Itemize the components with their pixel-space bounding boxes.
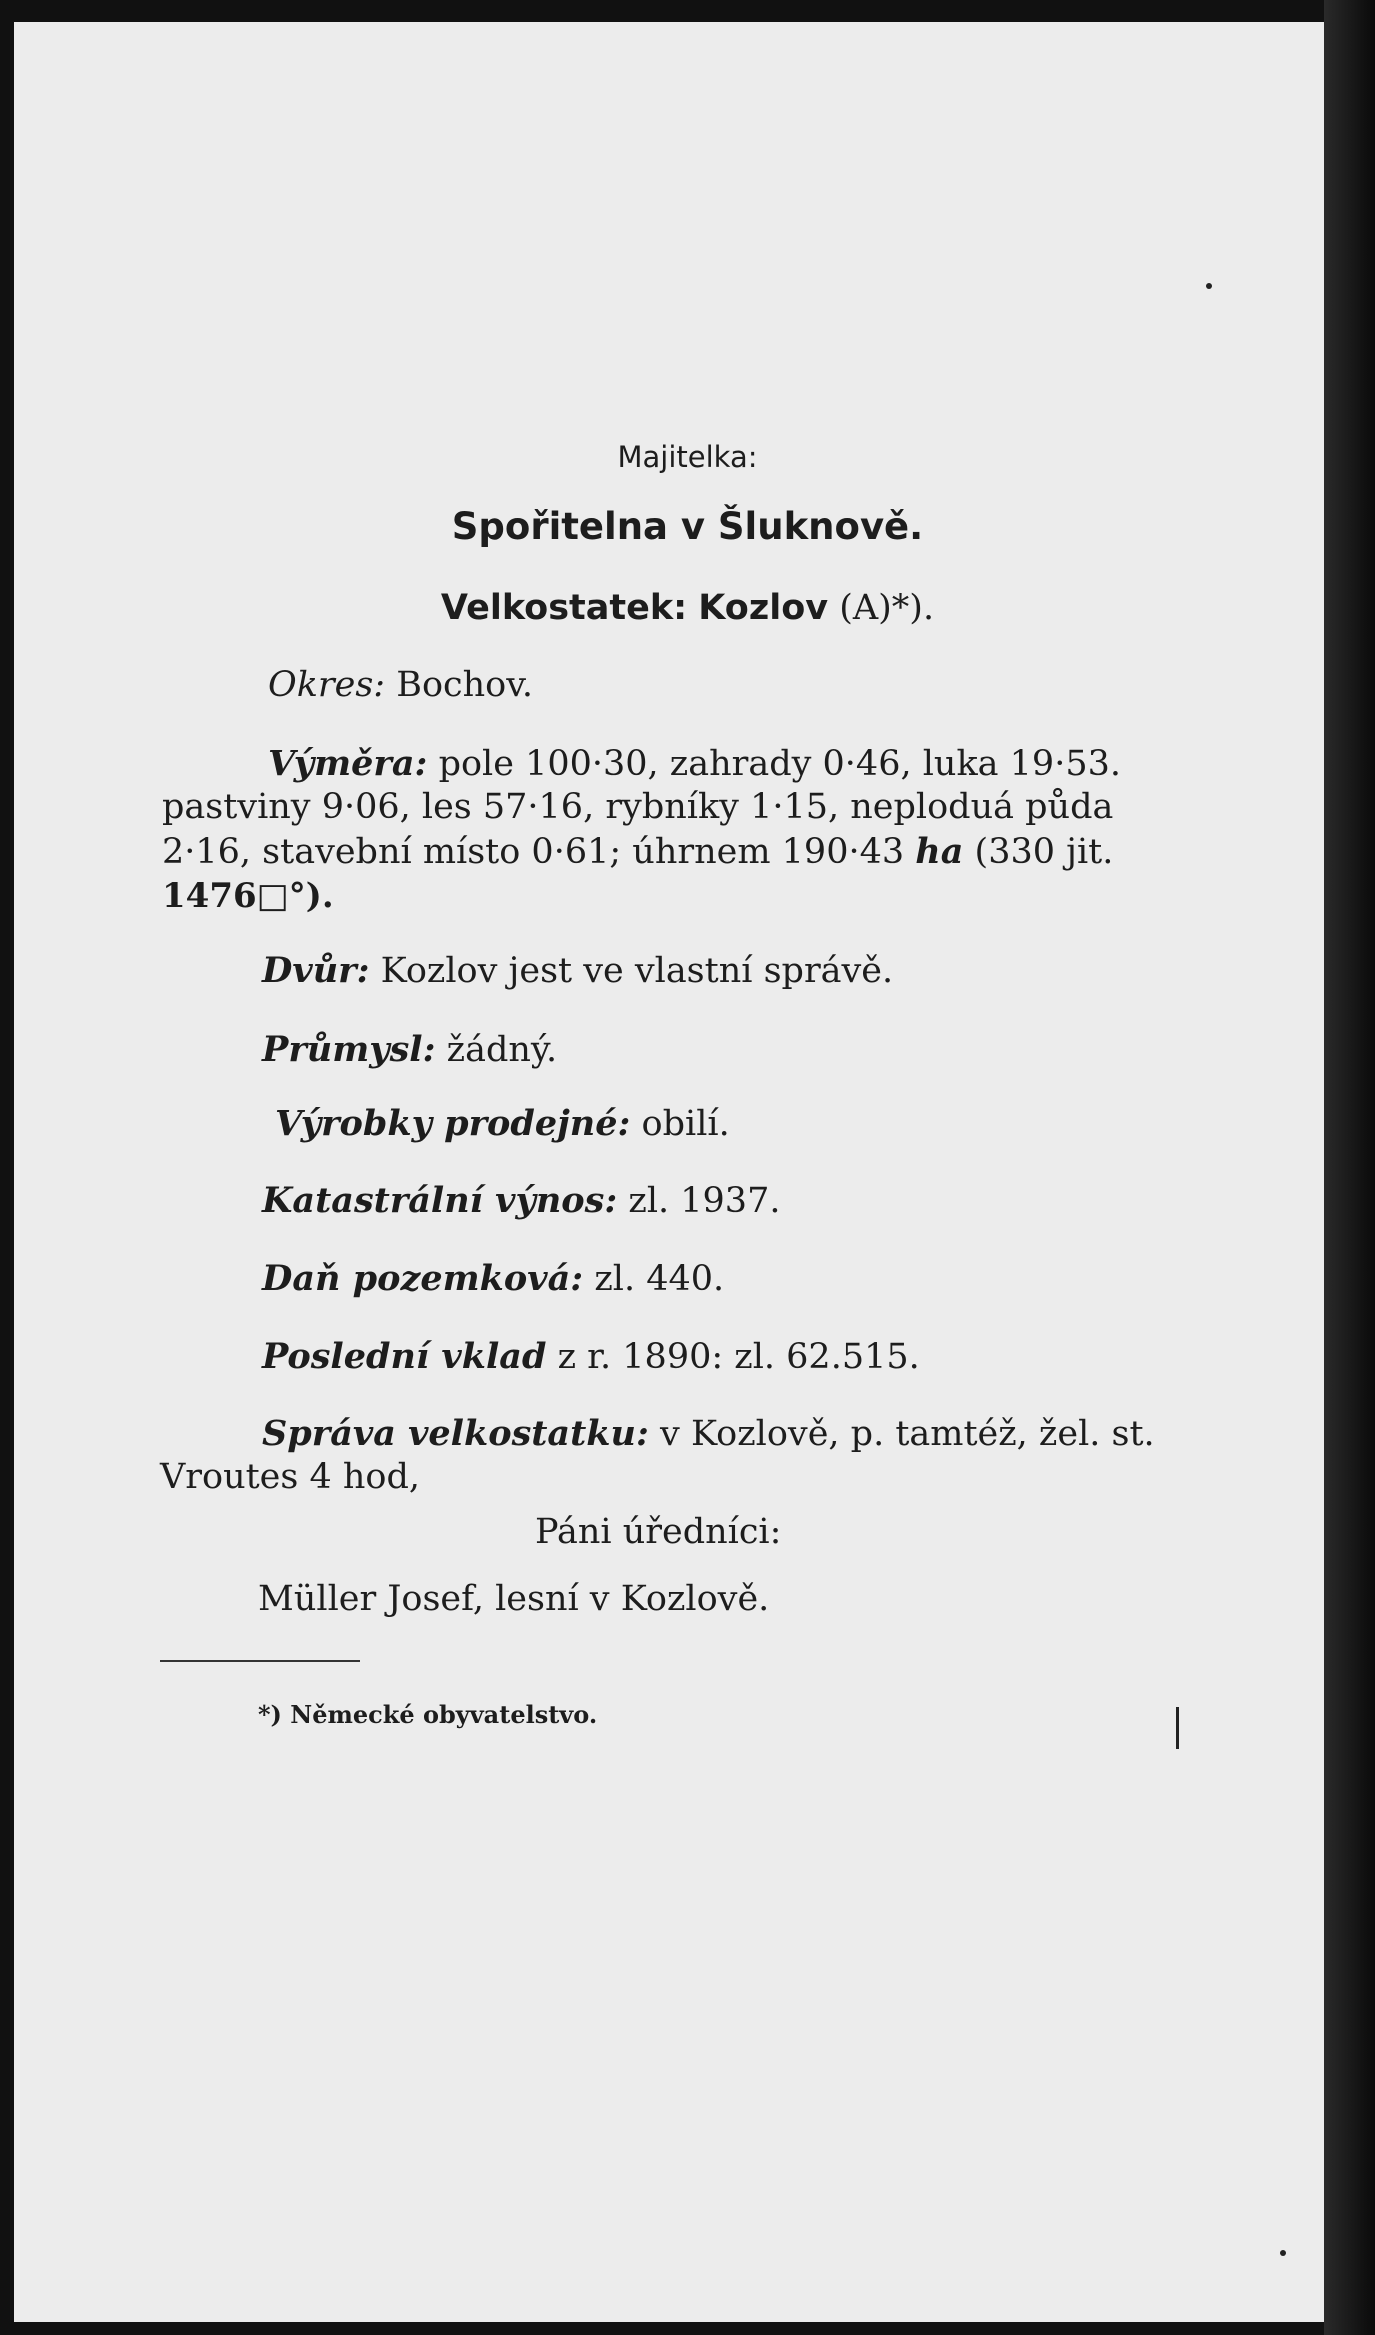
katastr-line xyxy=(262,1180,780,1221)
prumysl-line xyxy=(262,1029,557,1070)
vymera-unit: ha xyxy=(915,831,964,872)
dan-label: Daň pozemková: xyxy=(262,1258,584,1299)
dvur-text: Kozlov jest ve vlastní správě. xyxy=(380,951,894,991)
book-edge xyxy=(1324,0,1375,2335)
estate-suffix: (A)*). xyxy=(839,588,935,628)
vymera-line-3 xyxy=(162,831,1113,872)
dvur-label: Dvůr: xyxy=(262,950,370,991)
prumysl-label: Průmysl: xyxy=(262,1029,436,1070)
vyrobky-line xyxy=(275,1103,730,1144)
vymera-tail: (330 jit. xyxy=(974,832,1114,872)
vymera-text-3: 2·16, stavební místo 0·61; úhrnem 190·43 xyxy=(162,832,905,872)
vymera-label: Výměra: xyxy=(268,743,428,784)
sprava-label: Správa velkostatku: xyxy=(262,1413,649,1454)
dan-text: zl. 440. xyxy=(594,1259,725,1299)
official-line: Müller Josef, lesní v Kozlově. xyxy=(258,1579,770,1619)
estate-label: Velkostatek: xyxy=(440,588,688,628)
vklad-line xyxy=(262,1336,920,1377)
katastr-label: Katastrální výnos: xyxy=(262,1180,618,1221)
owner-name: Spořitelna v Šluknově. xyxy=(451,505,924,548)
vymera-line-2: pastviny 9·06, les 57·16, rybníky 1·15, neploduá půda xyxy=(162,787,1114,827)
okres-label: Okres: xyxy=(268,665,386,705)
vymera-line-4: 1476□°). xyxy=(162,876,334,916)
owner-label: Majitelka: xyxy=(617,440,758,474)
vyrobky-text: obilí. xyxy=(641,1104,730,1144)
katastr-text: zl. 1937. xyxy=(628,1181,781,1221)
vklad-label: Poslední vklad xyxy=(262,1336,547,1377)
vyrobky-label: Výrobky prodejné: xyxy=(275,1103,631,1144)
okres-line xyxy=(268,665,533,705)
sprava-line-1 xyxy=(262,1413,1155,1454)
estate-title xyxy=(0,588,1375,628)
page-sheet xyxy=(14,22,1324,2322)
vymera-text-1: pole 100·30, zahrady 0·46, luka 19·53. xyxy=(438,744,1121,784)
speck xyxy=(1206,283,1212,289)
sprava-line-2: Vroutes 4 hod, xyxy=(160,1457,421,1497)
dan-line xyxy=(262,1258,724,1299)
vklad-text: z r. 1890: zl. 62.515. xyxy=(557,1337,920,1377)
dvur-line xyxy=(262,950,893,991)
footnote-rule xyxy=(160,1660,360,1662)
officials-heading: Páni úředníci: xyxy=(535,1512,782,1552)
footnote: *) Německé obyvatelstvo. xyxy=(258,1700,598,1729)
vymera-line-1 xyxy=(268,743,1121,784)
sprava-text-1: v Kozlově, p. tamtéž, žel. st. xyxy=(660,1414,1155,1454)
speck xyxy=(1280,2250,1286,2256)
okres-text: Bochov. xyxy=(396,665,534,705)
estate-name: Kozlov xyxy=(698,588,829,628)
prumysl-text: žádný. xyxy=(446,1030,558,1070)
margin-mark xyxy=(1176,1707,1179,1749)
